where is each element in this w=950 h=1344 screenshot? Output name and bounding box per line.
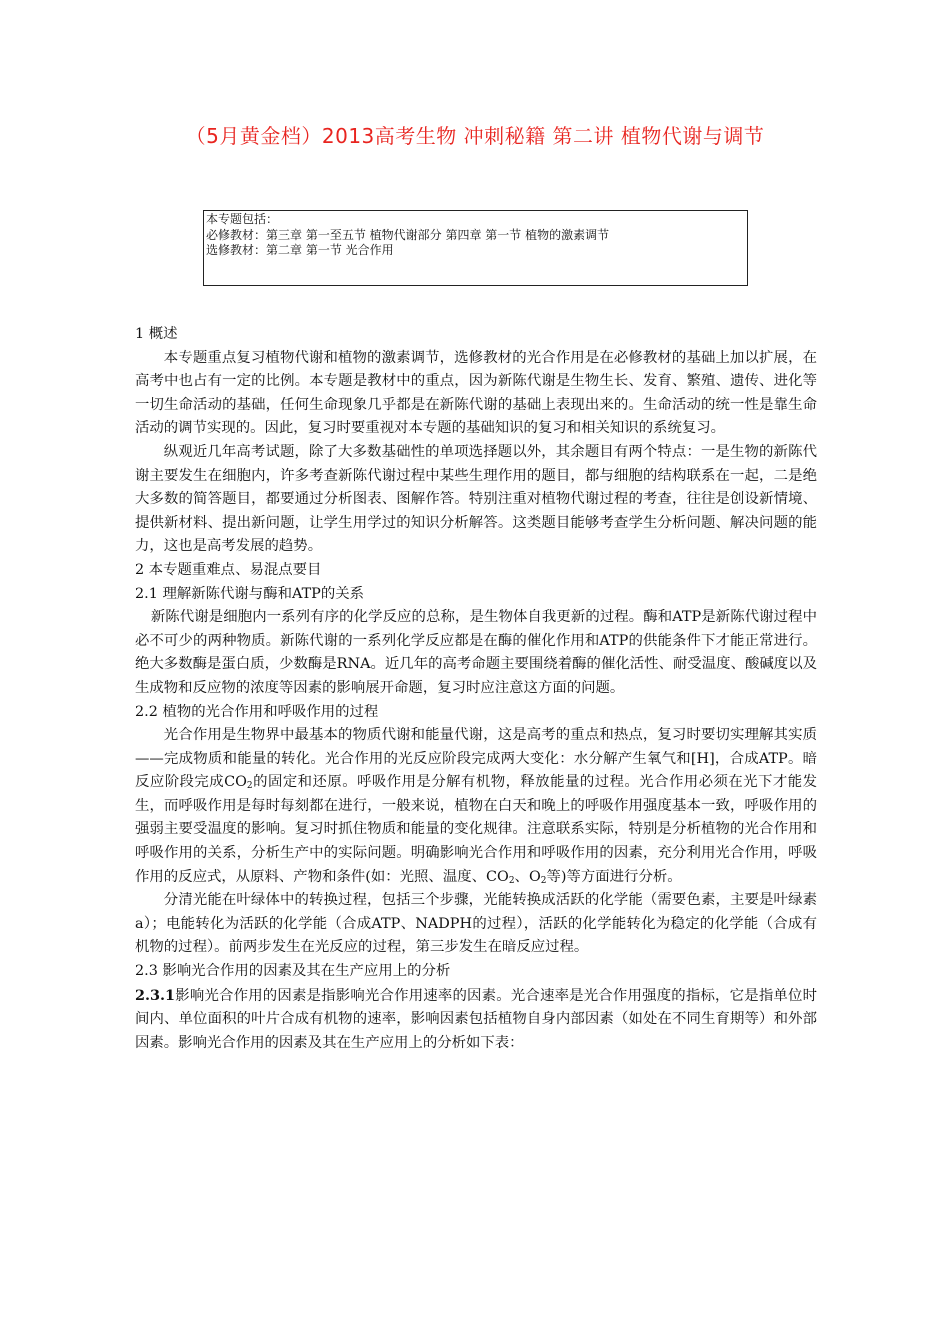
section-2-3-heading: 2.3 影响光合作用的因素及其在生产应用上的分析 [135, 963, 451, 980]
text-run: 、O [514, 868, 541, 885]
section-1-paragraph-1: 本专题重点复习植物代谢和植物的激素调节，选修教材的光合作用是在必修教材的基础上加以扩展，在高考中也占有一定的比例。本专题是教材中的重点，因为新陈代谢是生物生长、发育、繁殖、遗传、进化等一切生命活动的基础，任何生命现象几乎都是在新陈代谢的基础上表现出来的。生命活动的统一性是靠生命活动的调节实现的。因此，复习时要重视对本专题的基础知识的复习和相关知识的系统复习。 [135, 349, 817, 437]
section-2-3-1-paragraph [135, 984, 817, 1056]
subscript: 2 [246, 781, 253, 792]
text-run: 等)等方面进行分析。 [546, 868, 682, 885]
section-2-2-paragraph-2: 分清光能在叶绿体中的转换过程，包括三个步骤，光能转换成活跃的化学能（需要色素，主要是叶绿素a）；电能转化为活跃的化学能（合成ATP、NADPH的过程），活跃的化学能转化为稳定的化学能（合成有机物的过程）。前两步发生在光反应的过程，第三步发生在暗反应过程。 [135, 892, 817, 956]
document-title: （5月黄金档）2013高考生物 冲刺秘籍 第二讲 植物代谢与调节 [185, 124, 765, 148]
text-run: 光合作用是生物界中最基本的物质代谢和能量代谢，这是高考的重点和热点，复习时要切实理解其实质——完成物质和能量的转化。光合作用的光反应阶段完成两大变化：水分解产生氧气和[H]，合成ATP。暗反应阶段完成CO [135, 727, 817, 791]
section-2-heading: 2 本专题重难点、易混点要目 [135, 561, 322, 578]
section-1-heading: 1 概述 [135, 326, 178, 342]
section-2-3-1-number: 2.3.1 [135, 986, 176, 1004]
section-1-paragraph-2: 纵观近几年高考试题，除了大多数基础性的单项选择题以外，其余题目有两个特点：一是生物的新陈代谢主要发生在细胞内，许多考查新陈代谢过程中某些生理作用的题目，都与细胞的结构联系在一起，二是绝大多数的简答题目，都要通过分析图表、图解作答。特别注重对植物代谢过程的考查，往往是创设新情境、提供新材料、提出新问题，让学生用学过的知识分析解答。这类题目能够考查学生分析问题、解决问题的能力，这也是高考发展的趋势。 [135, 443, 817, 555]
scope-line-required: 必修教材：第三章 第一至五节 植物代谢部分 第四章 第一节 植物的激素调节 [206, 227, 610, 242]
section-2-1-paragraph: 新陈代谢是细胞内一系列有序的化学反应的总称，是生物体自我更新的过程。酶和ATP是新陈代谢过程中必不可少的两种物质。新陈代谢的一系列化学反应都是在酶的催化作用和ATP的供能条件下才能正常进行。绝大多数酶是蛋白质，少数酶是RNA。近几年的高考命题主要围绕着酶的催化活性、耐受温度、酸碱度以及生成物和反应物的浓度等因素的影响展开命题，复习时应注意这方面的问题。 [135, 609, 817, 696]
text-run: 影响光合作用的因素是指影响光合作用速率的因素。光合速率是光合作用强度的指标，它是指单位时间内、单位面积的叶片合成有机物的速率，影响因素包括植物自身内部因素（如处在不同生育期等）和外部因素。影响光合作用的因素及其在生产应用上的分析如下表： [135, 987, 817, 1051]
scope-line-intro: 本专题包括： [206, 212, 279, 226]
section-2-2-paragraph-1 [135, 724, 817, 889]
scope-line-elective: 选修教材：第二章 第一节 光合作用 [206, 243, 394, 257]
scope-box [203, 210, 748, 286]
section-2-1-heading: 2.1 理解新陈代谢与酶和ATP的关系 [135, 585, 365, 602]
subscript: 2 [540, 875, 547, 886]
subscript: 2 [508, 875, 515, 886]
section-2-2-heading: 2.2 植物的光合作用和呼吸作用的过程 [135, 703, 379, 720]
text-run: 的固定和还原。呼吸作用是分解有机物，释放能量的过程。光合作用必须在光下才能发生，而呼吸作用是每时每刻都在进行，一般来说，植物在白天和晚上的呼吸作用强度基本一致，呼吸作用的强弱主要受温度的影响。复习时抓住物质和能量的变化规律。注意联系实际，特别是分析植物的光合作用和呼吸作用的关系，分析生产中的实际问题。明确影响光合作用和呼吸作用的因素，充分利用光合作用，呼吸作用的反应式，从原料、产物和条件(如：光照、温度、CO [135, 774, 817, 885]
document-body [135, 323, 817, 1055]
